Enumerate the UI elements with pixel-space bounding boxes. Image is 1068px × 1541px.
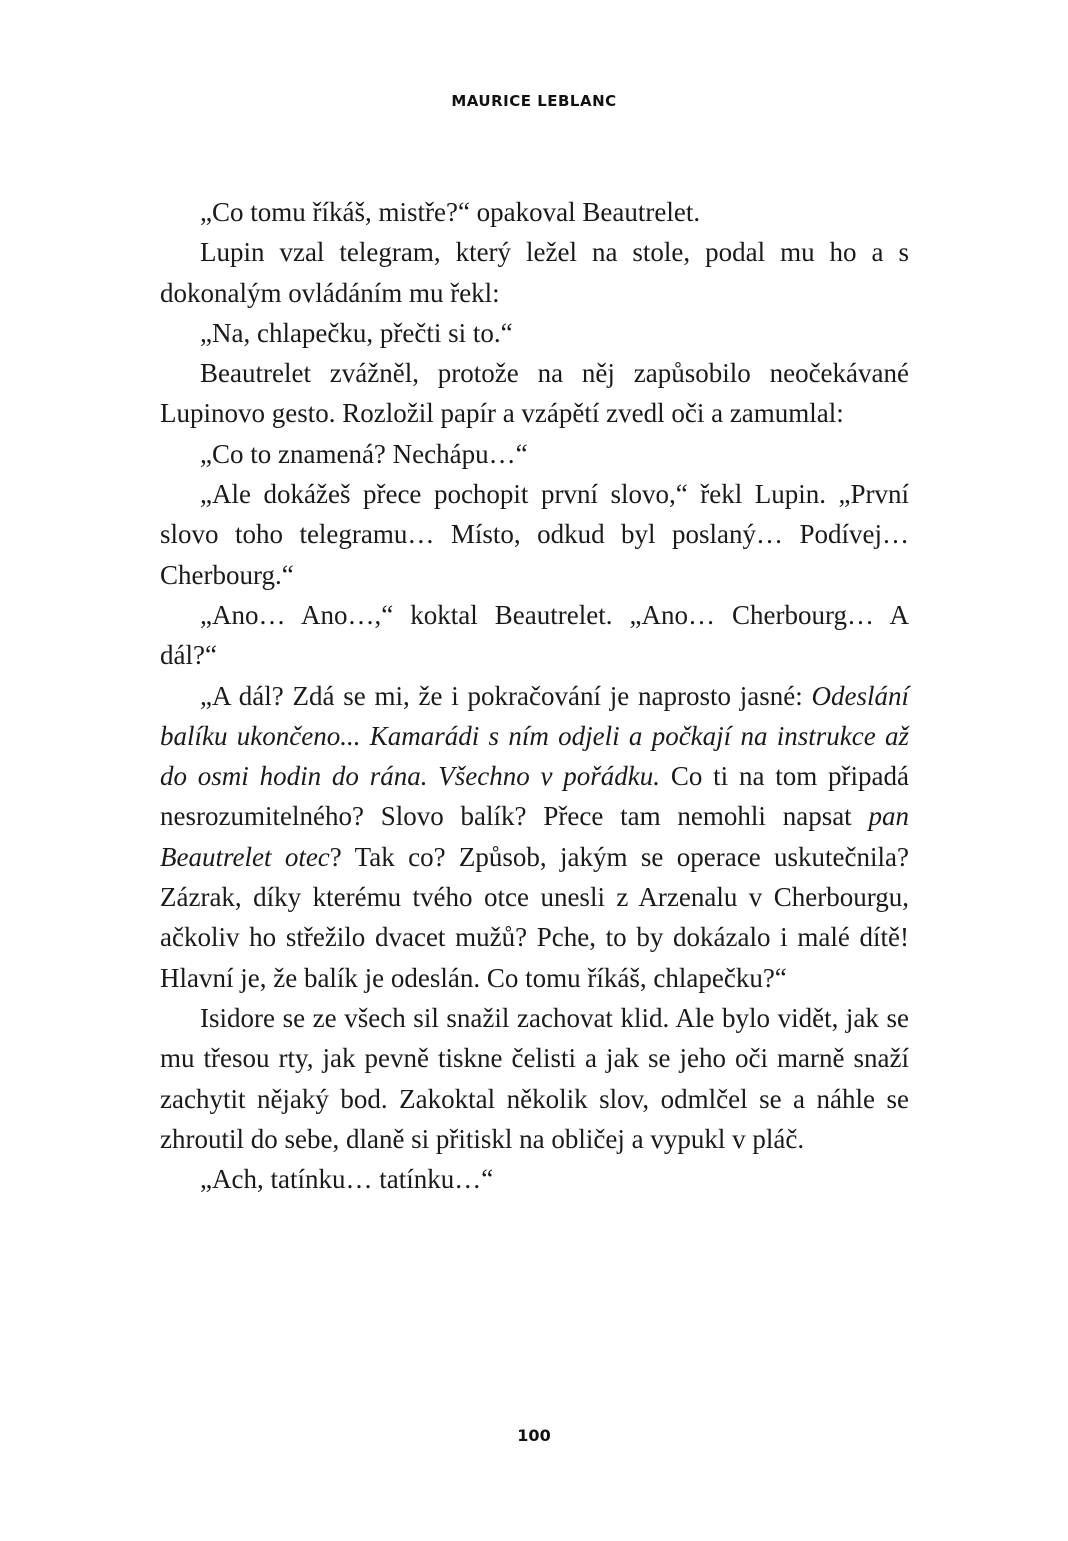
text-run: Co ti na tom připadá nesrozumitelného? Slovo balík? Přece tam nemohli napsat [160, 761, 909, 832]
paragraph: „Ale dokážeš přece pochopit první slovo,“ řekl Lupin. „První slovo toho telegramu… Místo, odkud byl poslaný… Podívej… Cherbourg.“ [160, 479, 909, 590]
text-run: „A dál? Zdá se mi, že i pokračování je naprosto jasné: [200, 680, 812, 711]
paragraph: Lupin vzal telegram, který ležel na stole, podal mu ho a s dokonalým ovládáním mu řekl: [160, 237, 909, 308]
paragraph [160, 676, 909, 998]
italic-telegram-text: Odeslání balíku ukončeno... Kamarádi s ním odjeli a počkají na instrukce až do osmi hodin do rána. Všechno v pořádku. [160, 680, 909, 792]
paragraph: „Na, chlapečku, přečti si to.“ [200, 317, 513, 348]
running-head: MAURICE LEBLANC [451, 92, 617, 110]
paragraph: „Co to znamená? Nechápu…“ [200, 438, 528, 469]
text-block [160, 192, 909, 1199]
page-number: 100 [517, 1426, 551, 1445]
paragraph: Isidore se ze všech sil snažil zachovat klid. Ale bylo vidět, jak se mu třesou rty, jak pevně tiskne čelisti a jak se jeho oči marně snaží zachytit nějaký bod. Zakoktal několik slov, odmlčel se a náhle se zhroutil do sebe, dlaně si přitiskl na obličej a vypukl v pláč. [160, 1002, 909, 1154]
paragraph: Beautrelet zvážněl, protože na něj zapůsobilo neočekávané Lupinovo gesto. Rozložil papír a vzápětí zvedl oči a zamumlal: [160, 358, 909, 429]
italic-phrase: pan Beautrelet otec [160, 801, 909, 872]
text-run: ? Tak co? Způsob, jakým se operace uskutečnila? Zázrak, díky kterému tvého otce unesli z Arzenalu v Cherbourgu, ačkoliv ho střežilo dvacet mužů? Pche, to by dokázalo i malé dítě! Hlavní je, že balík je odeslán. Co tomu říkáš, chlapečku?“ [160, 841, 909, 993]
paragraph: „Ach, tatínku… tatínku…“ [200, 1164, 494, 1195]
paragraph: „Ano… Ano…,“ koktal Beautrelet. „Ano… Cherbourg… A dál?“ [160, 599, 909, 671]
paragraph: „Co tomu říkáš, mistře?“ opakoval Beautrelet. [200, 197, 701, 227]
